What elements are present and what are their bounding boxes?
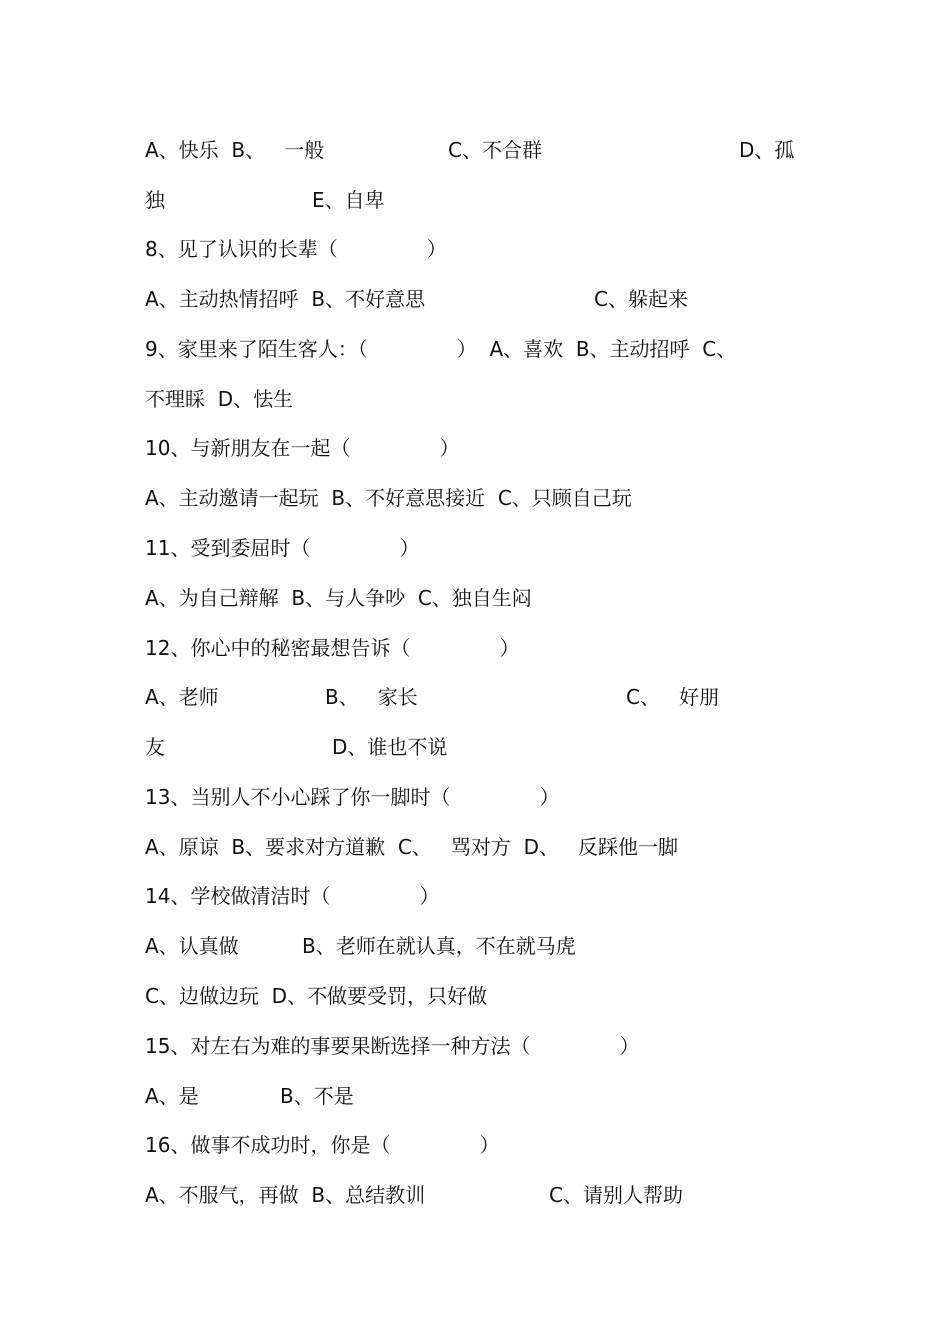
q14-option-a: A、认真做 — [145, 934, 239, 958]
q12-option-d: D、谁也不说 — [332, 735, 448, 759]
question-12: 12、你心中的秘密最想告诉（ ） — [145, 636, 520, 660]
question-11: 11、受到委屈时（ ） — [145, 536, 420, 560]
q13-options-line: A、原谅 B、要求对方道歉 C、 骂对方 D、 反踩他一脚 — [145, 835, 679, 859]
question-14: 14、学校做清洁时（ ） — [145, 884, 440, 908]
q7-option-d: D、孤 — [739, 138, 795, 162]
question-9: 9、家里来了陌生客人：（ ） A、喜欢 B、主动招呼 C、 — [145, 337, 737, 361]
q10-options-line: A、主动邀请一起玩 B、不好意思接近 C、只顾自己玩 — [145, 486, 632, 510]
q7-option-e: E、自卑 — [312, 188, 385, 212]
question-16: 16、做事不成功时，你是（ ） — [145, 1133, 500, 1157]
question-8: 8、见了认识的长辈（ ） — [145, 237, 447, 261]
q7-option-d-cont: 独 — [145, 188, 165, 212]
q8-option-c: C、躲起来 — [594, 287, 688, 311]
q12-option-c-cont: 友 — [145, 735, 165, 759]
q12-option-c: C、 好朋 — [626, 685, 720, 709]
question-15: 15、对左右为难的事要果断选择一种方法（ ） — [145, 1034, 640, 1058]
q11-options-line: A、为自己辩解 B、与人争吵 C、独自生闷 — [145, 586, 532, 610]
q16-option-c: C、请别人帮助 — [549, 1183, 683, 1207]
q16-options-line: A、不服气，再做 B、总结教训 — [145, 1183, 426, 1207]
q15-option-a: A、是 — [145, 1084, 199, 1108]
q12-option-b: B、 家长 — [325, 685, 418, 709]
q12-option-a: A、老师 — [145, 685, 219, 709]
q7-options-line: A、快乐 B、 一般 — [145, 138, 325, 162]
q14-options-line-2: C、边做边玩 D、不做要受罚，只好做 — [145, 984, 488, 1008]
q15-option-b: B、不是 — [280, 1084, 354, 1108]
question-10: 10、与新朋友在一起（ ） — [145, 436, 460, 460]
q7-option-c: C、不合群 — [448, 138, 542, 162]
q14-option-b: B、老师在就认真，不在就马虎 — [302, 934, 576, 958]
q9-options-cont: 不理睬 D、怯生 — [145, 387, 294, 411]
question-13: 13、当别人不小心踩了你一脚时（ ） — [145, 785, 560, 809]
q8-options-line: A、主动热情招呼 B、不好意思 — [145, 287, 426, 311]
